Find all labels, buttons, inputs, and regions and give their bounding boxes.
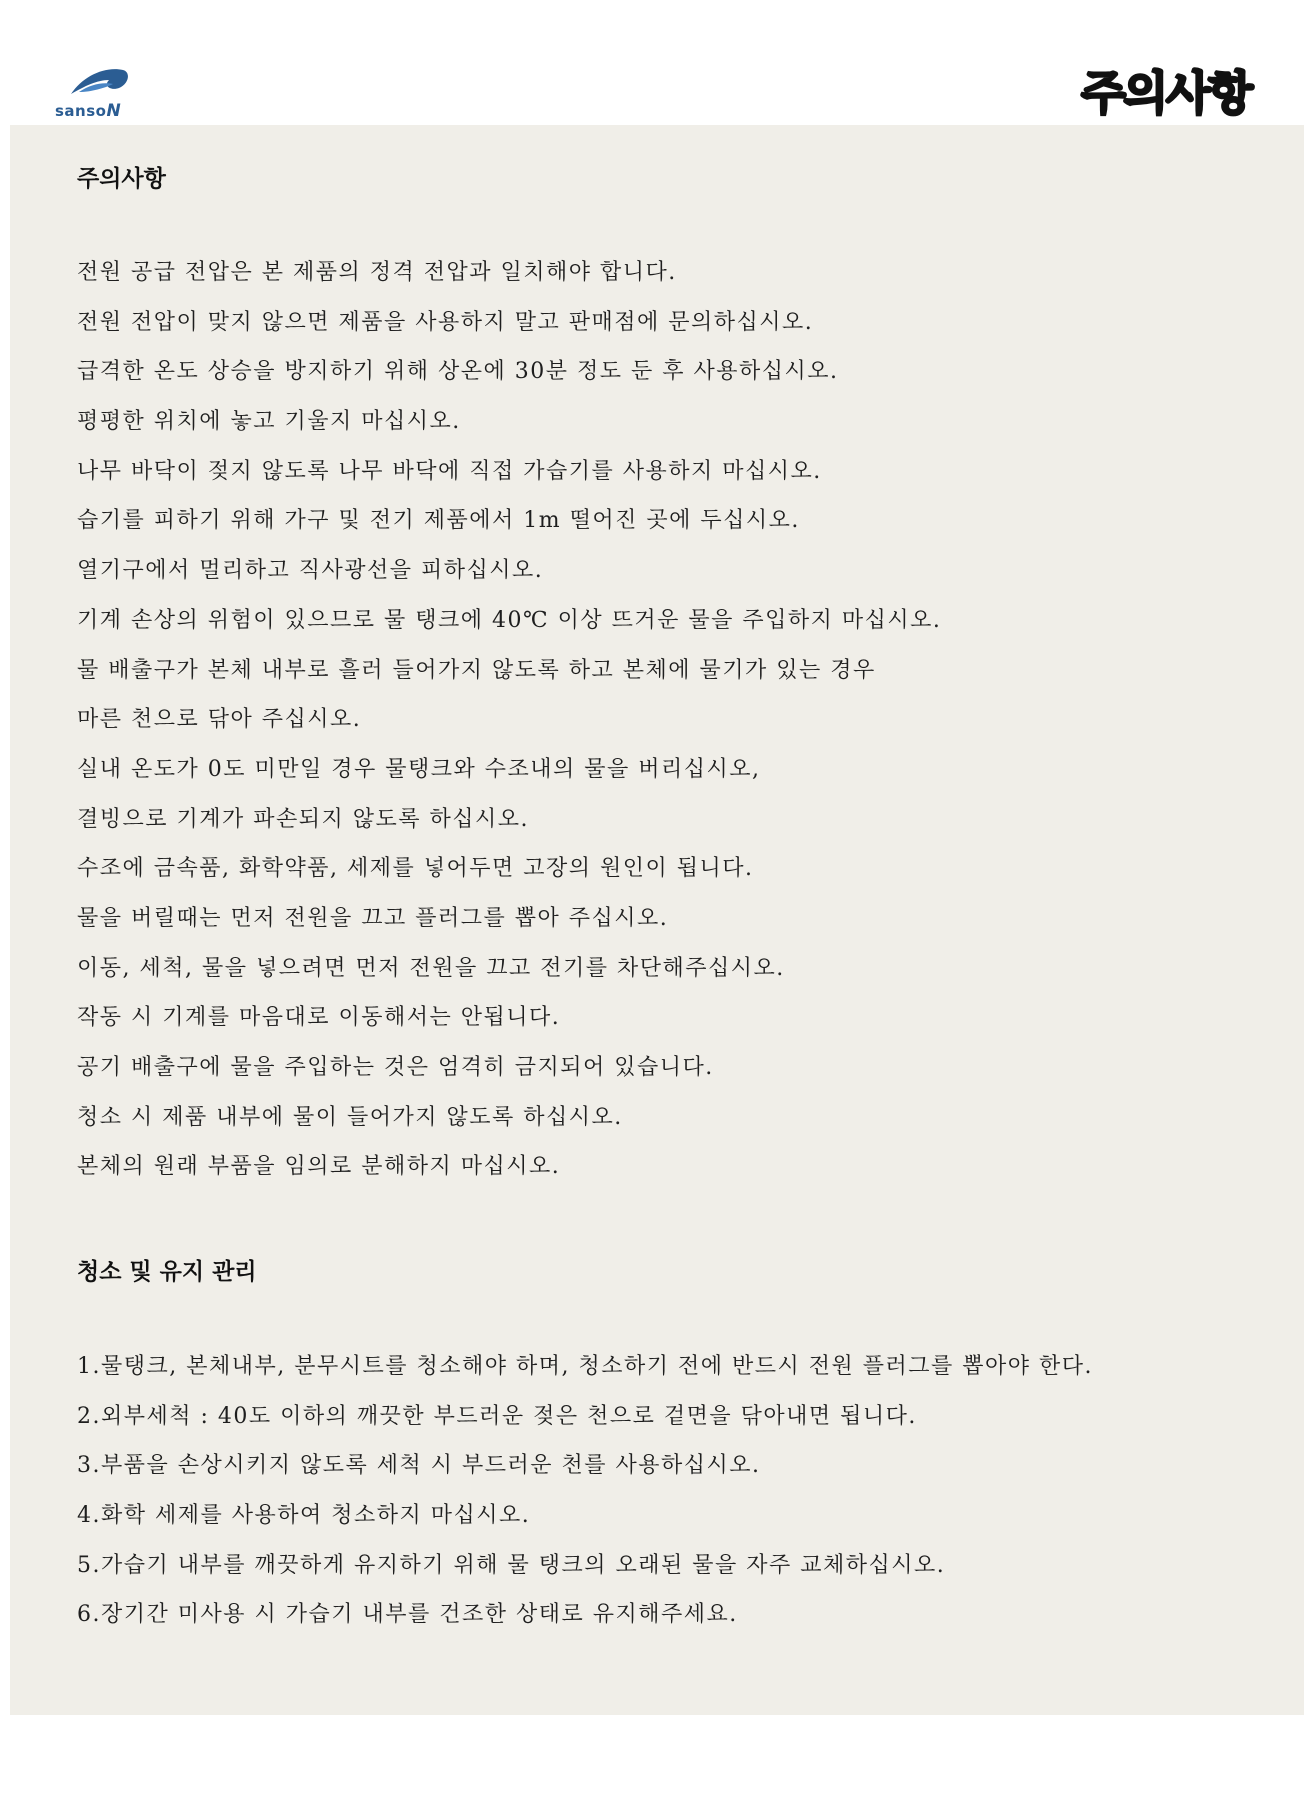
caution-line: 기계 손상의 위험이 있으므로 물 탱크에 40℃ 이상 뜨거운 물을 주입하지 마십시오. (77, 607, 942, 633)
cleaning-line: 2.외부세척 : 40도 이하의 깨끗한 부드러운 젖은 천으로 겉면을 닦아내면 됩니다. (77, 1403, 917, 1429)
caution-line: 나무 바닥이 젖지 않도록 나무 바닥에 직접 가습기를 사용하지 마십시오. (77, 458, 822, 484)
caution-line: 공기 배출구에 물을 주입하는 것은 엄격히 금지되어 있습니다. (77, 1055, 714, 1080)
caution-line: 이동, 세척, 물을 넣으려면 먼저 전원을 끄고 전기를 차단해주십시오. (77, 955, 785, 981)
caution-line: 마른 천으로 닦아 주십시오. (77, 707, 362, 733)
caution-line: 청소 시 제품 내부에 물이 들어가지 않도록 하십시오. (77, 1104, 623, 1130)
logo-wordmark (55, 101, 121, 121)
caution-line: 물 배출구가 본체 내부로 흘러 들어가지 않도록 하고 본체에 물기가 있는 경우 (77, 657, 876, 683)
caution-line: 열기구에서 멀리하고 직사광선을 피하십시오. (77, 558, 544, 584)
caution-line: 실내 온도가 0도 미만일 경우 물탱크와 수조내의 물을 버리십시오, (77, 756, 761, 782)
caution-line: 전원 전압이 맞지 않으면 제품을 사용하지 말고 판매점에 문의하십시오. (77, 309, 814, 335)
caution-line: 수조에 금속품, 화학약품, 세제를 넣어두면 고장의 원인이 됩니다. (77, 856, 754, 882)
sanson-logo (55, 66, 145, 121)
cleaning-line: 5.가습기 내부를 깨끗하게 유지하기 위해 물 탱크의 오래된 물을 자주 교체하십시오. (77, 1552, 946, 1578)
page-header (0, 0, 1311, 125)
caution-line: 전원 공급 전압은 본 제품의 정격 전압과 일치해야 합니다. (77, 260, 677, 285)
caution-section-title: 주의사항 (77, 166, 166, 192)
caution-line: 평평한 위치에 놓고 기울지 마십시오. (77, 409, 461, 435)
cleaning-line: 4.화학 세제를 사용하여 청소하지 마십시오. (77, 1503, 531, 1529)
caution-line: 습기를 피하기 위해 가구 및 전기 제품에서 1m 떨어진 곳에 두십시오. (77, 508, 800, 534)
wave-logo-icon (69, 66, 131, 98)
cleaning-list (77, 1342, 1093, 1640)
cleaning-line: 3.부품을 손상시키지 않도록 세척 시 부드러운 천를 사용하십시오. (77, 1453, 761, 1479)
header-title: 주의사항 (1081, 66, 1251, 120)
cleaning-section-title: 청소 및 유지 관리 (77, 1259, 257, 1285)
cleaning-line: 6.장기간 미사용 시 가습기 내부를 건조한 상태로 유지해주세요. (77, 1602, 738, 1628)
caution-line: 본체의 원래 부품을 임의로 분해하지 마십시오. (77, 1154, 561, 1180)
caution-line: 급격한 온도 상승을 방지하기 위해 상온에 30분 정도 둔 후 사용하십시오. (77, 359, 839, 385)
caution-line: 작동 시 기계를 마음대로 이동해서는 안됩니다. (77, 1005, 561, 1031)
caution-line: 물을 버릴때는 먼저 전원을 끄고 플러그를 뽑아 주십시오. (77, 905, 669, 931)
caution-list (77, 248, 941, 1192)
cleaning-line: 1.물탱크, 본체내부, 분무시트를 청소해야 하며, 청소하기 전에 반드시 전원 플러그를 뽑아야 한다. (77, 1354, 1093, 1379)
caution-line: 결빙으로 기계가 파손되지 않도록 하십시오. (77, 806, 530, 832)
logo-text: sanso (55, 102, 107, 120)
logo-suffix: N (106, 101, 122, 121)
